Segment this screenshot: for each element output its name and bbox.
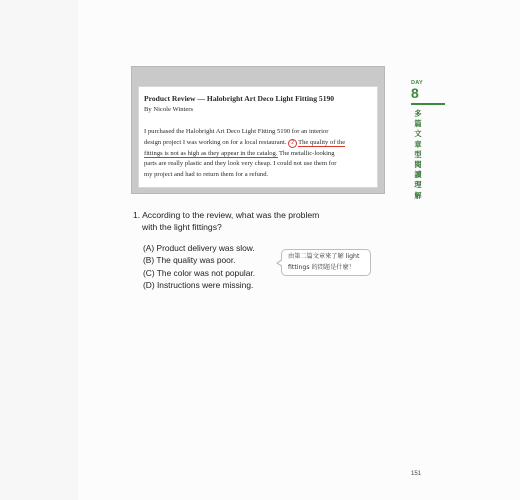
highlighted-sentence: The quality of the <box>298 138 346 146</box>
option-c[interactable]: (C) The color was not popular. <box>143 267 256 278</box>
chapter-title-char: 閱 <box>414 160 422 170</box>
review-line-text: design project I was working on for a local restaurant. <box>144 138 289 146</box>
option-d[interactable]: (D) Instructions were missing. <box>143 280 254 291</box>
review-body <box>144 127 376 181</box>
question-text: 1. According to the review, what was the problem <box>133 210 320 220</box>
chapter-vertical-title <box>414 109 422 201</box>
review-line-text: The metallic-looking <box>277 149 335 157</box>
review-author: By Nicole Winters <box>144 106 194 113</box>
option-a[interactable]: (A) Product delivery was slow. <box>143 243 255 253</box>
review-card <box>138 86 378 188</box>
option-b[interactable]: (B) The quality was poor. <box>143 255 236 266</box>
chapter-title-char: 讀 <box>414 170 422 180</box>
review-line: I purchased the Halobright Art Deco Light Fitting 5190 for an interior <box>144 128 329 135</box>
question-text: with the light fittings? <box>142 222 222 233</box>
chapter-title-char: 章 <box>414 139 422 149</box>
review-line <box>144 138 376 149</box>
tip-text: fittings 的問題是什麼！ <box>288 264 355 271</box>
tip-bubble-tail-fill <box>278 260 283 266</box>
day-divider <box>411 103 445 105</box>
page-number: 151 <box>411 471 422 477</box>
review-line: parts are really plastic and they look very cheap. I could not use them for <box>144 160 337 168</box>
chapter-title-char: 理 <box>414 180 422 190</box>
day-label: DAY <box>411 80 424 86</box>
answer-options <box>143 242 255 292</box>
question <box>133 209 353 234</box>
review-line: my project and had to return them for a refund. <box>144 171 269 179</box>
day-number: 8 <box>411 85 419 101</box>
chapter-title-char: 型 <box>414 149 422 159</box>
chapter-title-char: 文 <box>414 129 422 139</box>
highlighted-sentence: fittings is not as high as they appear in the catalog. <box>144 149 278 157</box>
chapter-title-char: 篇 <box>414 119 422 129</box>
review-title: Product Review — Halobright Art Deco Light Fitting 5190 <box>144 94 335 103</box>
tip-bubble <box>281 249 371 276</box>
tip-text: 由第二篇文章來了解 light <box>288 253 360 260</box>
circled-number-marker: 2 <box>288 139 297 148</box>
review-line <box>144 149 376 160</box>
chapter-title-char: 多 <box>414 109 422 118</box>
chapter-title-char: 解 <box>414 190 422 200</box>
